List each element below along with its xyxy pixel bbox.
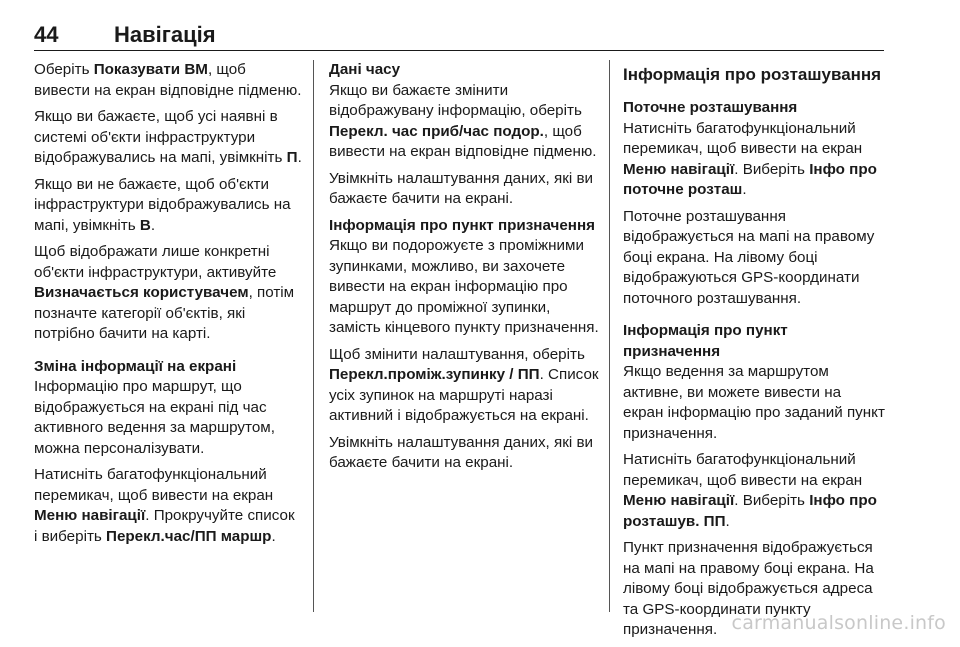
- page-header: [34, 22, 884, 51]
- paragraph: Натисніть багатофункціональний перемикач, щоб вивести на екран Меню навігації. Прокручуйте список і виберіть Перекл.час/ПП маршр.: [34, 466, 295, 545]
- paragraph: Увімкніть налаштування даних, які ви бажаєте бачити на екрані.: [329, 169, 594, 207]
- section-heading: Зміна інформації на екрані: [34, 357, 237, 375]
- page-number: 44: [34, 22, 59, 47]
- section-title: Інформація про розташування: [623, 65, 882, 84]
- column-divider: [313, 60, 314, 612]
- paragraph: Натисніть багатофункціональний перемикач, щоб вивести на екран Меню навігації. Виберіть Інфо про поточне розташ.: [623, 119, 877, 198]
- paragraph: Інформацію про маршрут, що відображується на екрані під час активного ведення за маршрутом, можна персоналізувати.: [34, 378, 275, 457]
- column-3: [623, 60, 885, 647]
- paragraph: Якщо ви бажаєте, щоб усі наявні в системі об'єкти інфраструктури відображувались на мапі, увімкніть П.: [34, 108, 302, 166]
- section-heading: Дані часу: [329, 61, 401, 78]
- paragraph: Якщо ведення за маршрутом активне, ви можете вивести на екран інформацію про заданий пункт призначення.: [623, 363, 885, 442]
- watermark: carmanualsonline.info: [731, 612, 946, 634]
- paragraph: Якщо ви подорожуєте з проміжними зупинками, можливо, ви захочете вивести на екран інформацію про маршрут до проміжної зупинки, замість кінцевого пункту призначення.: [329, 237, 599, 336]
- column-divider: [609, 60, 610, 612]
- column-2: [329, 60, 599, 480]
- paragraph: Поточне розташування відображується на мапі на правому боці екрана. На лівому боці відображуються GPS-координати поточного розташування.: [623, 207, 875, 307]
- paragraph: Увімкніть налаштування даних, які ви бажаєте бачити на екрані.: [329, 433, 594, 471]
- paragraph: Якщо ви не бажаєте, щоб об'єкти інфраструктури відображувались на мапі, увімкніть В.: [34, 175, 291, 234]
- paragraph: Якщо ви бажаєте змінити відображувану інформацію, оберіть Перекл. час приб/час подор., щоб вивести на екран відповідне підменю.: [329, 81, 597, 160]
- section-heading: Поточне розташування: [623, 99, 798, 116]
- chapter-title: Навігація: [114, 22, 216, 47]
- paragraph: Щоб відображати лише конкретні об'єкти інфраструктури, активуйте Визначається користувачем, потім позначте категорії об'єктів, які потрібно бачити на карті.: [34, 243, 295, 342]
- paragraph: Натисніть багатофункціональний перемикач, щоб вивести на екран Меню навігації. Виберіть Інфо про розташув. ПП.: [623, 451, 877, 530]
- paragraph: Щоб змінити налаштування, оберіть Перекл.проміж.зупинку / ПП. Список усіх зупинок на маршруті наразі активний і відображується на екрані.: [329, 345, 599, 424]
- column-1: [34, 60, 302, 553]
- paragraph: Пункт призначення відображується на мапі на правому боці екрана. На лівому боці відображується адреса та GPS-координати пункту призначення.: [623, 539, 874, 638]
- paragraph: Оберіть Показувати ВМ, щоб вивести на екран відповідне підменю.: [34, 61, 302, 99]
- section-heading: Інформація про пункт призначення: [329, 216, 596, 234]
- section-heading: Інформація про пункт призначення: [623, 322, 788, 360]
